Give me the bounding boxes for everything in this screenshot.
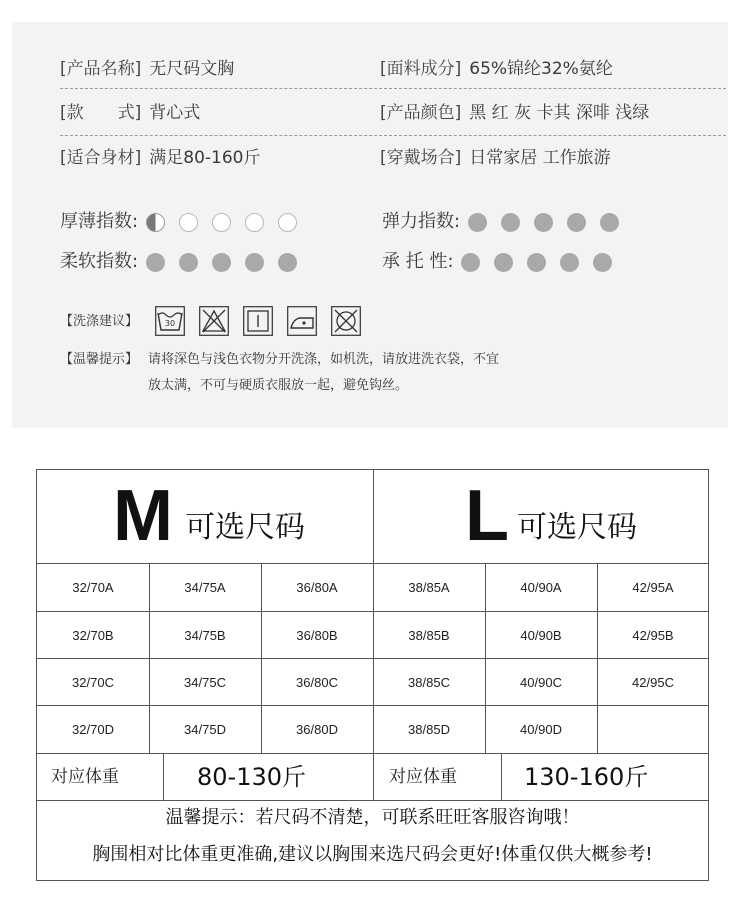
size-l-header — [373, 470, 708, 564]
support-dots — [461, 247, 626, 277]
softness-dot-4 — [245, 253, 264, 272]
color-value: 黑 红 灰 卡其 深啡 浅绿 — [469, 103, 650, 123]
table-line — [501, 753, 502, 800]
tip-label: 【温馨提示】 — [60, 352, 139, 367]
care-label: 【洗涤建议】 — [60, 314, 139, 329]
occasion-label: [穿戴场合] — [380, 148, 462, 168]
thickness-dots — [146, 207, 311, 237]
size-table — [36, 469, 709, 881]
size-cell: 40/90B — [520, 628, 562, 643]
size-cell: 32/70B — [72, 628, 114, 643]
tip-text-line-2: 放太满，不可与硬质衣服放一起，避免钩丝。 — [148, 378, 409, 393]
thickness-dot-2 — [179, 213, 198, 232]
softness-dot-3 — [212, 253, 231, 272]
support-label: 承 托 性: — [382, 251, 454, 272]
thickness-index — [60, 207, 311, 237]
fit-value: 满足80-160斤 — [149, 148, 261, 168]
elasticity-index — [382, 207, 633, 237]
support-dot-4 — [560, 253, 579, 272]
elasticity-label: 弹力指数: — [382, 211, 461, 232]
fabric-label: [面料成分] — [380, 59, 462, 79]
size-cell: 32/70D — [72, 722, 114, 737]
divider-1 — [60, 88, 726, 89]
product-info-panel — [12, 22, 728, 428]
thickness-dot-5 — [278, 213, 297, 232]
style-cell — [60, 91, 200, 135]
softness-dots — [146, 247, 311, 277]
size-cell: 42/95A — [632, 580, 674, 595]
size-cell: 32/70A — [72, 580, 114, 595]
size-m-letter: M — [113, 476, 173, 556]
style-label: [款 式] — [60, 103, 142, 123]
size-m-subtitle: 可选尺码 — [185, 510, 305, 545]
size-cell: 36/80D — [296, 722, 338, 737]
support-dot-2 — [494, 253, 513, 272]
softness-index — [60, 247, 311, 277]
size-cell: 36/80A — [296, 580, 338, 595]
support-dot-1 — [461, 253, 480, 272]
l-weight-label: 对应体重 — [389, 767, 457, 787]
no-dry-clean-icon — [331, 306, 361, 336]
wash-30-icon — [155, 306, 185, 336]
size-l-letter: L — [465, 476, 509, 556]
occasion-cell — [380, 136, 611, 180]
size-cell — [597, 706, 709, 753]
softness-label: 柔软指数: — [60, 251, 139, 272]
thickness-dot-1 — [146, 213, 165, 232]
softness-dot-1 — [146, 253, 165, 272]
size-m-header — [37, 470, 373, 564]
thickness-dot-4 — [245, 213, 264, 232]
size-cell: 42/95B — [632, 628, 674, 643]
size-cell: 34/75B — [184, 628, 226, 643]
size-note-line-2: 胸围相对比体重更准确,建议以胸围来选尺码会更好!体重仅供大概参考! — [92, 844, 653, 865]
style-value: 背心式 — [149, 103, 201, 123]
size-cell: 40/90D — [520, 722, 562, 737]
product-name-label: [产品名称] — [60, 59, 142, 79]
size-note-line-1: 温馨提示：若尺码不清楚，可联系旺旺客服咨询哦！ — [165, 807, 580, 828]
thickness-dot-3 — [212, 213, 231, 232]
fabric-cell — [380, 47, 613, 91]
info-row-3 — [60, 136, 726, 180]
support-dot-3 — [527, 253, 546, 272]
softness-dot-2 — [179, 253, 198, 272]
wash-temp-text: 30 — [164, 319, 176, 328]
size-cell: 38/85B — [408, 628, 450, 643]
line-dry-icon — [243, 306, 273, 336]
m-weight-label: 对应体重 — [51, 767, 119, 787]
elasticity-dot-4 — [567, 213, 586, 232]
size-cell: 32/70C — [72, 675, 114, 690]
size-cell: 38/85A — [408, 580, 450, 595]
size-cell: 42/95C — [632, 675, 674, 690]
size-cell: 38/85C — [408, 675, 450, 690]
color-label: [产品颜色] — [380, 103, 462, 123]
table-line — [163, 753, 164, 800]
elasticity-dot-5 — [600, 213, 619, 232]
low-iron-icon — [287, 306, 317, 336]
no-bleach-icon — [199, 306, 229, 336]
size-l-subtitle: 可选尺码 — [517, 510, 637, 545]
support-index — [382, 247, 626, 277]
size-cell: 40/90C — [520, 675, 562, 690]
elasticity-dot-1 — [468, 213, 487, 232]
occasion-value: 日常家居 工作旅游 — [469, 148, 611, 168]
size-cell: 40/90A — [520, 580, 562, 595]
softness-dot-5 — [278, 253, 297, 272]
elasticity-dot-3 — [534, 213, 553, 232]
l-weight-value: 130-160斤 — [524, 763, 649, 791]
elasticity-dots — [468, 207, 633, 237]
size-cell: 36/80B — [296, 628, 338, 643]
product-name-cell — [60, 47, 234, 91]
size-cell: 36/80C — [296, 675, 338, 690]
color-cell — [380, 91, 649, 135]
size-cell: 34/75D — [184, 722, 226, 737]
info-row-2 — [60, 91, 726, 135]
elasticity-dot-2 — [501, 213, 520, 232]
fit-cell — [60, 136, 260, 180]
fit-label: [适合身材] — [60, 148, 142, 168]
product-name-value: 无尺码文胸 — [149, 59, 235, 79]
size-cell: 38/85D — [408, 722, 450, 737]
size-cell: 34/75A — [184, 580, 226, 595]
tip-text-line-1: 请将深色与浅色衣物分开洗涤，如机洗，请放进洗衣袋，不宜 — [148, 352, 500, 367]
support-dot-5 — [593, 253, 612, 272]
fabric-value: 65%锦纶32%氨纶 — [469, 59, 613, 79]
size-cell: 34/75C — [184, 675, 226, 690]
info-row-1 — [60, 47, 726, 91]
thickness-label: 厚薄指数: — [60, 211, 139, 232]
m-weight-value: 80-130斤 — [197, 763, 307, 791]
